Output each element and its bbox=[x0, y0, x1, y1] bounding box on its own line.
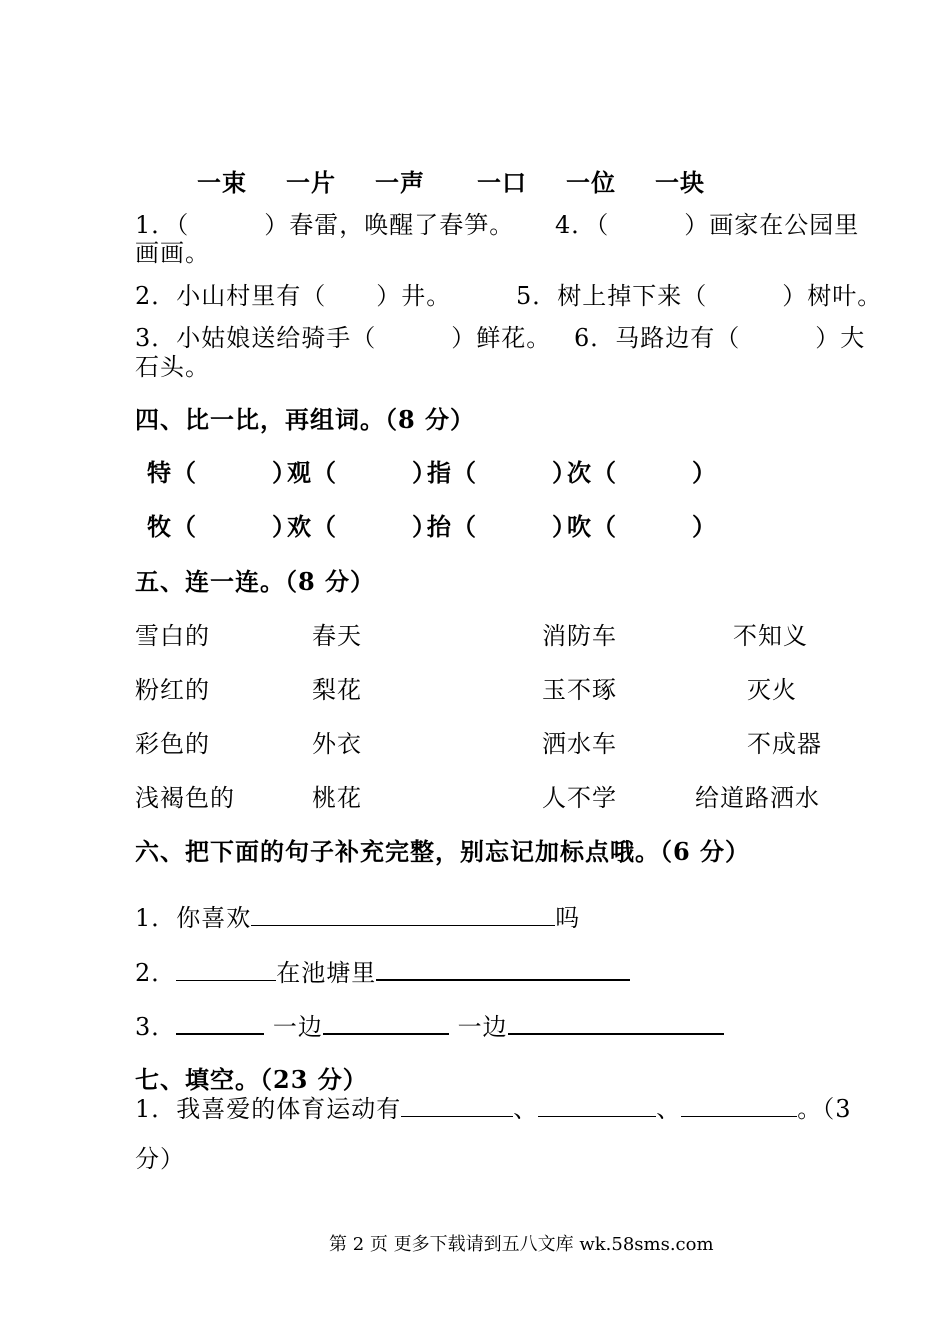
sentence-prefix: 2． bbox=[135, 959, 177, 987]
measure-word: 一块 bbox=[655, 168, 705, 197]
match-item: 浅褐色的 bbox=[135, 784, 235, 812]
sentence-mid: 一边 bbox=[457, 1013, 508, 1041]
question-1: 1．（ ）春雷，唤醒了春笋。 bbox=[135, 211, 515, 239]
sentence-suffix: 吗 bbox=[555, 904, 581, 932]
question-2: 2．小山村里有（ ）井。 bbox=[135, 282, 452, 310]
separator: 、 bbox=[513, 1095, 539, 1123]
answer-blank[interactable] bbox=[251, 903, 555, 926]
section-title: 四、比一比，再组词。（8 分） bbox=[135, 405, 476, 434]
match-item: 梨花 bbox=[312, 676, 362, 704]
question-6: 6．马路边有（ ）大 bbox=[574, 324, 866, 352]
match-item: 消防车 bbox=[542, 622, 617, 650]
sentence-mid: 在池塘里 bbox=[276, 959, 377, 987]
match-item: 春天 bbox=[312, 622, 362, 650]
word-pair: 特（ ） bbox=[147, 458, 297, 487]
question-prefix: 1．我喜爱的体育运动有 bbox=[135, 1095, 402, 1123]
word-pair: 牧（ ） bbox=[147, 512, 297, 541]
fill-question-1 bbox=[135, 1094, 852, 1124]
match-item: 灭火 bbox=[747, 676, 797, 704]
match-item: 玉不琢 bbox=[542, 676, 617, 704]
measure-word: 一位 bbox=[566, 168, 616, 197]
match-item: 雪白的 bbox=[135, 622, 210, 650]
word-pair: 吹（ ） bbox=[567, 512, 717, 541]
sentence-2 bbox=[135, 957, 630, 988]
match-item: 给道路洒水 bbox=[695, 784, 820, 812]
word-pair: 观（ ） bbox=[287, 458, 437, 487]
word-pair: 指（ ） bbox=[427, 458, 577, 487]
measure-word: 一束 bbox=[197, 168, 247, 197]
section-title: 七、填空。（23 分） bbox=[135, 1065, 368, 1094]
answer-blank[interactable] bbox=[538, 1094, 656, 1117]
measure-word: 一声 bbox=[375, 168, 425, 197]
answer-blank[interactable] bbox=[323, 1011, 449, 1035]
answer-blank[interactable] bbox=[376, 957, 630, 981]
sentence-1 bbox=[135, 903, 580, 933]
question-4: 4．（ ）画家在公园里 bbox=[555, 211, 860, 239]
word-pair: 欢（ ） bbox=[287, 512, 437, 541]
answer-blank[interactable] bbox=[508, 1011, 724, 1035]
page-footer: 第 2 页 更多下载请到五八文库 wk.58sms.com bbox=[329, 1234, 714, 1255]
separator: 、 bbox=[656, 1095, 682, 1123]
match-item: 不成器 bbox=[747, 730, 822, 758]
question-6-cont: 石头。 bbox=[135, 353, 210, 381]
match-item: 彩色的 bbox=[135, 730, 210, 758]
answer-blank[interactable] bbox=[176, 1011, 264, 1035]
question-end: 。（3 bbox=[797, 1095, 852, 1123]
answer-blank[interactable] bbox=[401, 1094, 513, 1117]
match-item: 洒水车 bbox=[542, 730, 617, 758]
sentence-prefix: 3． bbox=[135, 1013, 177, 1041]
match-item: 不知义 bbox=[733, 622, 808, 650]
answer-blank[interactable] bbox=[176, 958, 276, 981]
question-cont: 分） bbox=[135, 1145, 185, 1173]
question-4-cont: 画画。 bbox=[135, 239, 210, 267]
sentence-3 bbox=[135, 1011, 724, 1042]
match-item: 人不学 bbox=[542, 784, 617, 812]
section-title: 五、连一连。（8 分） bbox=[135, 567, 376, 596]
measure-word: 一片 bbox=[286, 168, 336, 197]
word-pair: 抬（ ） bbox=[427, 512, 577, 541]
match-item: 外衣 bbox=[312, 730, 362, 758]
question-3: 3．小姑娘送给骑手（ ）鲜花。 bbox=[135, 324, 552, 352]
sentence-mid: 一边 bbox=[272, 1013, 323, 1041]
sentence-prefix: 1．你喜欢 bbox=[135, 904, 252, 932]
question-5: 5．树上掉下来（ ）树叶。 bbox=[516, 282, 883, 310]
answer-blank[interactable] bbox=[681, 1094, 797, 1117]
measure-word: 一口 bbox=[477, 168, 527, 197]
word-pair: 次（ ） bbox=[567, 458, 717, 487]
section-title: 六、把下面的句子补充完整，别忘记加标点哦。（6 分） bbox=[135, 837, 751, 866]
match-item: 粉红的 bbox=[135, 676, 210, 704]
match-item: 桃花 bbox=[312, 784, 362, 812]
